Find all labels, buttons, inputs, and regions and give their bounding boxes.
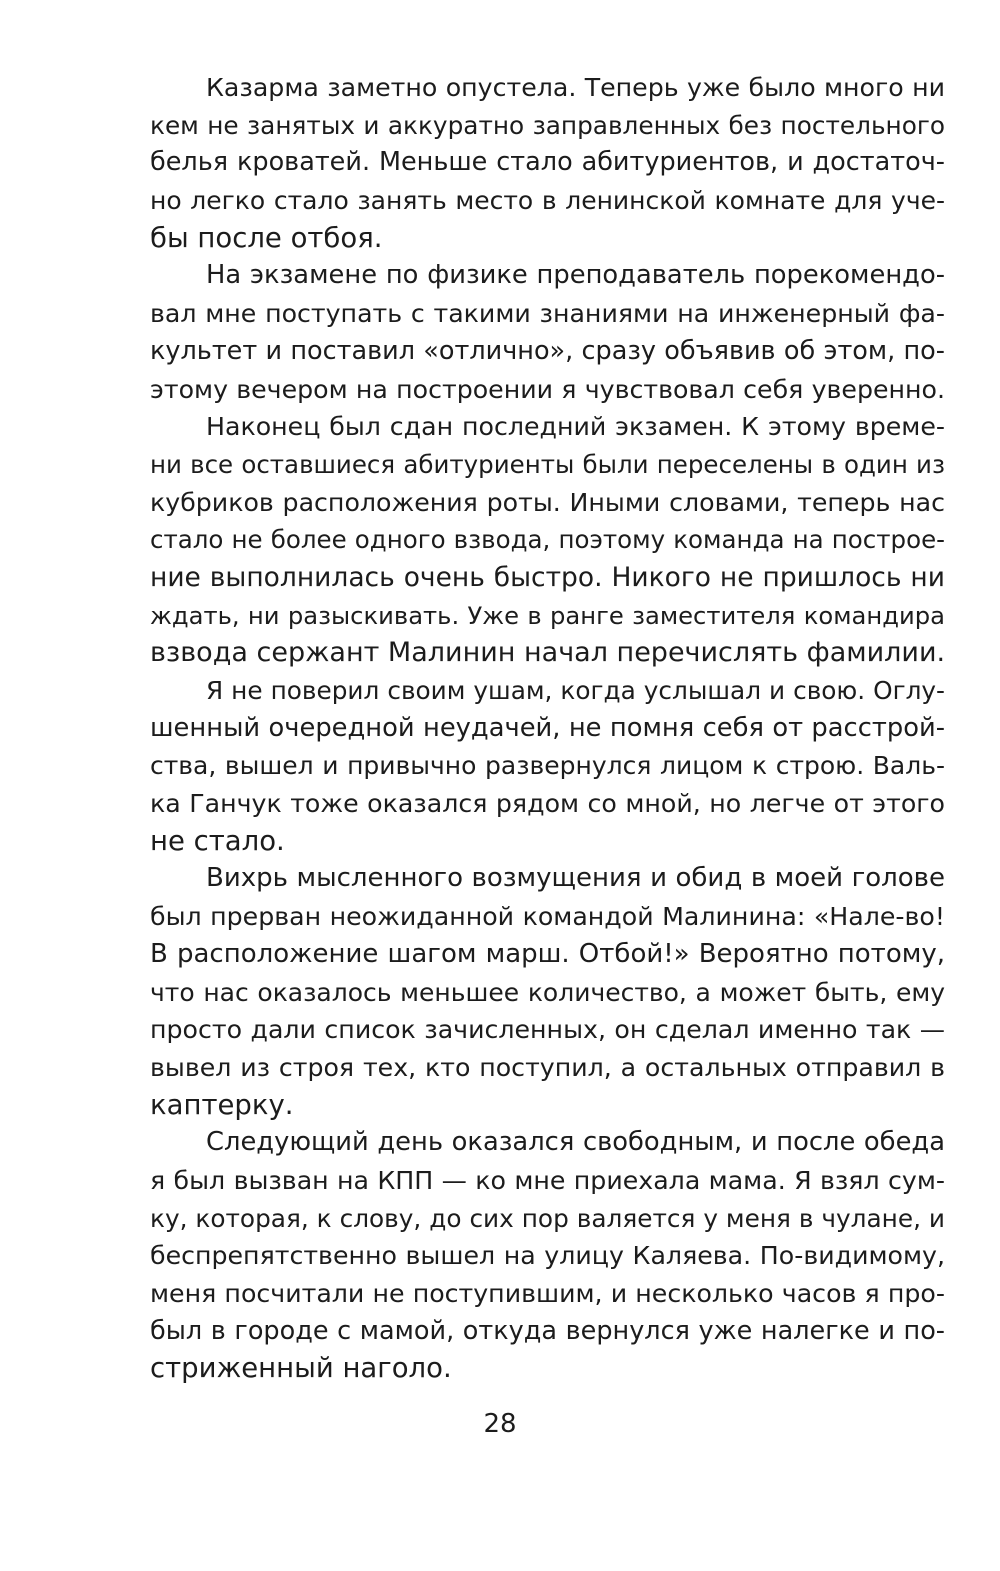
text-line: был прерван неожиданной командой Малинина: «Нале-во! [150, 902, 945, 932]
text-line: был в городе с мамой, откуда вернулся уже налегке и по- [150, 1315, 945, 1346]
text-line: меня посчитали не поступившим, и несколько часов я про- [150, 1279, 945, 1308]
text-line: беспрепятственно вышел на улицу Каляева. По-видимому, [150, 1241, 945, 1271]
text-line: взвода сержант Малинин начал перечислять фамилии. [150, 637, 946, 669]
text-line: бы после отбоя. [150, 221, 383, 254]
text-line: белья кроватей. Меньше стало абитуриентов, и достаточ- [150, 147, 945, 178]
text-line: Я не поверил своим ушам, когда услышал и свою. Оглу- [206, 676, 945, 705]
text-line: ждать, ни разыскивать. Уже в ранге заместителя командира [150, 600, 945, 630]
text-line: вал мне поступать с такими знаниями на инженерный фа- [150, 299, 945, 329]
text-line: ние выполнилась очень быстро. Никого не пришлось ни [150, 561, 945, 593]
text-line: кем не занятых и аккуратно заправленных без постельного [150, 110, 945, 140]
text-line: В расположение шагом марш. Отбой!» Вероятно потому, [150, 938, 945, 969]
text-line: шенный очередной неудачей, не помня себя от расстрой- [150, 712, 945, 743]
text-line: не стало. [150, 824, 285, 857]
text-line: На экзамене по физике преподаватель порекомендо- [206, 260, 945, 291]
text-line: культет и поставил «отлично», сразу объявив об этом, по- [150, 335, 945, 366]
text-line: ку, которая, к слову, до сих пор валяется у меня в чулане, и [150, 1203, 945, 1233]
text-line: стало не более одного взвода, поэтому команда на построе- [150, 525, 945, 555]
text-line: но легко стало занять место в ленинской комнате для уче- [150, 186, 945, 216]
text-line: кубриков расположения роты. Иными словами, теперь нас [150, 487, 945, 517]
text-line: Следующий день оказался свободным, и после обеда [206, 1127, 945, 1158]
text-line: я был вызван на КПП — ко мне приехала мама. Я взял сум- [150, 1165, 945, 1195]
text-line: Казарма заметно опустела. Теперь уже было много ни [206, 73, 945, 102]
text-line: вывел из строя тех, кто поступил, а остальных отправил в [150, 1052, 945, 1082]
text-line: ка Ганчук тоже оказался рядом со мной, но легче от этого [150, 789, 945, 819]
text-line: Вихрь мысленного возмущения и обид в моей голове [206, 863, 945, 894]
text-line: ни все оставшиеся абитуриенты были переселены в один из [150, 449, 945, 479]
body-text [150, 69, 945, 1388]
text-line: стриженный наголо. [150, 1352, 452, 1385]
text-line: каптерку. [150, 1088, 294, 1121]
text-line: этому вечером на построении я чувствовал себя уверенно. [150, 374, 945, 404]
text-line: что нас оказалось меньшее количество, а может быть, ему [150, 977, 945, 1007]
text-line: просто дали список зачисленных, он сделал именно так — [150, 1015, 945, 1045]
text-line: ства, вышел и привычно развернулся лицом к строю. Валь- [150, 751, 945, 781]
page-number: 28 [483, 1409, 517, 1439]
text-line: Наконец был сдан последний экзамен. К этому време- [206, 412, 945, 442]
